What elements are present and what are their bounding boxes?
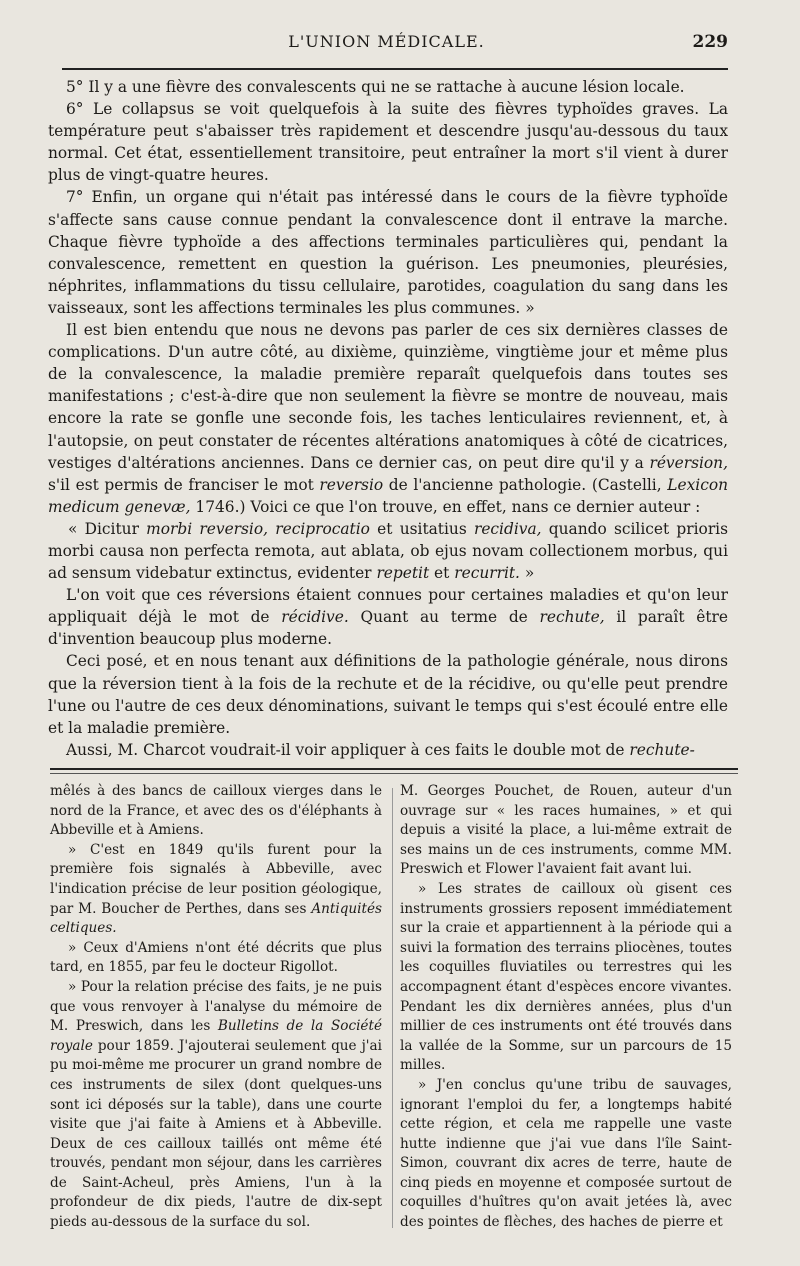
right-column (400, 782, 732, 1233)
paragraph-7: 7° Enfin, un organe qui n'était pas intéressé dans le cours de la fièvre typhoïde s'affecte sans cause connue pendant la convalescence dont il entrave la marche. Chaque fièvre typhoïde a des affections terminales particulières qui, pendant la convalescence, remettent en question la guérison. Les pneumonies, pleurésies, néphrites, inflammations du tissu cellulaire, parotides, coagulation du sang dans les vaisseaux, sont les affections terminales les plus communes. » (48, 188, 728, 317)
section-divider-thin (50, 773, 738, 774)
running-title: L'UNION MÉDICALE. (288, 32, 485, 51)
paragraph-charcot: Aussi, M. Charcot voudrait-il voir appliquer à ces faits le double mot de rechute- (66, 740, 695, 759)
left-paragraph-1: mêlés à des bancs de cailloux vierges dans le nord de la France, et avec des os d'éléphants à Abbeville et à Amiens. (50, 783, 382, 839)
right-paragraph-3: » J'en conclus qu'une tribu de sauvages, ignorant l'emploi du fer, a longtemps habité cette région, et cela me rappelle une vaste hutte indienne que j'ai vue dans l'île Saint-Simon, couvrant dix acres de terre, haute de cinq pieds en moyenne et composée surtout de coquilles d'huîtres qu'on avait jetées là, avec des pointes de flèches, des haches de pierre et (400, 1076, 732, 1231)
page-header (45, 30, 728, 60)
left-paragraph-3: » Ceux d'Amiens n'ont été décrits que plus tard, en 1855, par feu le docteur Rigollot. (50, 939, 382, 976)
left-paragraph-4: » Pour la relation précise des faits, je ne puis que vous renvoyer à l'analyse du mémoire de M. Preswich, dans les Bulletins de la Société royale pour 1859. J'ajouterai seulement que j'ai pu moi-même me procurer un grand nombre de ces instruments de silex (dont quelques-uns sont ici déposés sur la table), dans une courte visite que j'ai faite à Amiens et à Abbeville. Deux de ces cailloux taillés ont même été trouvés, pendant mon séjour, dans les carrières de Saint-Acheul, près Amiens, l'un à la profondeur de dix pieds, l'autre de dix-sept pieds au-dessous de la surface du sol. (50, 978, 382, 1231)
right-paragraph-2: » Les strates de cailloux où gisent ces instruments grossiers reposent immédiatement sur la craie et appartiennent à la période qui a suivi la formation des terrains pliocènes, toutes les coquilles fluviatiles ou terrestres qui les accompagnent étant d'espèces encore vivantes. Pendant les dix dernières années, plus d'un millier de ces instruments ont été trouvés dans la vallée de la Somme, sur un parcours de 15 milles. (400, 880, 732, 1074)
paragraph-reversions: L'on voit que ces réversions étaient connues pour certaines maladies et qu'on leur appliquait déjà le mot de récidive. Quant au terme de rechute, il paraît être d'invention beaucoup plus moderne. (48, 586, 729, 649)
column-separator (392, 788, 393, 1228)
latin-quote: « Dicitur morbi reversio, reciprocatio et usitatius recidiva, quando scilicet prioris morbi causa non perfecta remota, aut ablata, ob ejus novam collectionem morbus, qui ad sensum videbatur extinctus, evidenter repetit et recurrit. » (48, 519, 728, 583)
right-paragraph-1: M. Georges Pouchet, de Rouen, auteur d'un ouvrage sur « les races humaines, » et qui depuis a visité la place, a lui-même extrait de ses mains un de ces instruments, comme MM. Preswich et Flower l'avaient fait avant lui. (400, 783, 732, 878)
paragraph-definitions: Ceci posé, et en nous tenant aux définitions de la pathologie générale, nous dirons que la réversion tient à la fois de la rechute et de la récidive, ou qu'elle peut prendre l'une ou l'autre de ces deux dénominations, suivant le temps qui s'est écoulé entre elle et la maladie première. (48, 652, 728, 737)
left-paragraph-2: » C'est en 1849 qu'ils furent pour la première fois signalés à Abbeville, avec l'indication précise de leur position géologique, par M. Boucher de Perthes, dans ses Antiquités celtiques. (50, 841, 382, 937)
main-text (48, 76, 728, 761)
paragraph-5: 5° Il y a une fièvre des convalescents qui ne se rattache à aucune lésion locale. (66, 78, 685, 96)
section-divider (50, 768, 738, 770)
paragraph-complications: Il est bien entendu que nous ne devons pas parler de ces six dernières classes de complications. D'un autre côté, au dixième, quinzième, vingtième jour et même plus de la convalescence, la maladie première reparaît quelquefois dans toutes ses manifestations ; c'est-à-dire que non seulement la fièvre se montre de nouveau, mais encore la rate se gonfle une seconde fois, les taches lenticulaires reviennent, et, à l'autopsie, on peut constater de récentes altérations anatomiques à côté de cicatrices, vestiges d'altérations anciennes. Dans ce dernier cas, on peut dire qu'il y a réversion, s'il est permis de franciser le mot reversio de l'ancienne pathologie. (Castelli, Lexicon medicum genevæ, 1746.) Voici ce que l'on trouve, en effet, nans ce dernier auteur : (48, 321, 728, 516)
left-column (50, 782, 382, 1233)
paragraph-6: 6° Le collapsus se voit quelquefois à la suite des fièvres typhoïdes graves. La température peut s'abaisser très rapidement et descendre jusqu'au-dessous du taux normal. Cet état, essentiellement transitoire, peut entraîner la mort s'il vient à durer plus de vingt-quatre heures. (48, 100, 728, 185)
header-rule (62, 68, 728, 70)
page-number: 229 (692, 32, 728, 52)
